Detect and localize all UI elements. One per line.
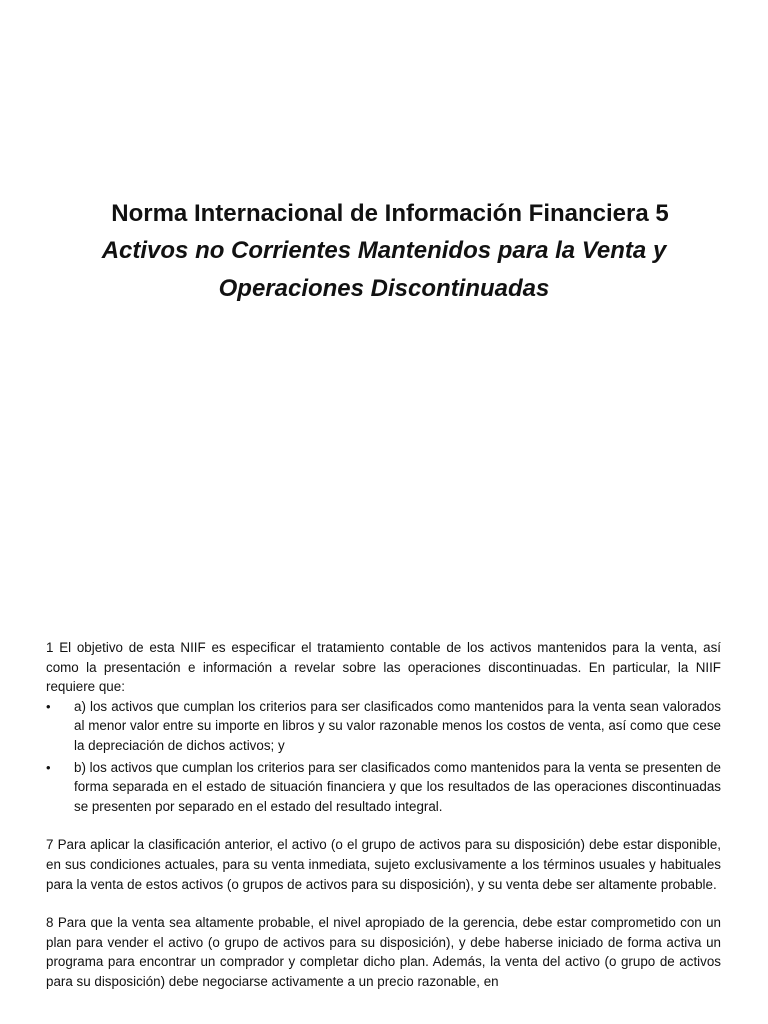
document-body (46, 638, 721, 992)
bullet-marker: • (46, 698, 51, 714)
title-block (40, 196, 728, 308)
document-title: Norma Internacional de Información Financiera 5 (111, 200, 669, 227)
paragraph-8: 8 Para que la venta sea altamente probable, el nivel apropiado de la gerencia, debe estar comprometido con un plan para vender el activo (o grupo de activos para su disposición), y debe haberse iniciado de forma activa un programa para encontrar un comprador y completar dicho plan. Además, la venta del activo (o grupo de activos para su disposición) debe negociarse activamente a un precio razonable, en (46, 915, 721, 989)
bullet-list (46, 697, 721, 817)
bullet-marker: • (46, 759, 51, 775)
document-subtitle-line-2: Operaciones Discontinuadas (218, 275, 550, 302)
paragraph-1: 1 El objetivo de esta NIIF es especificar el tratamiento contable de los activos mantenidos para la venta, así como la presentación e información a revelar sobre las operaciones discontinuadas. En particular, la NIIF requiere que: (46, 640, 721, 695)
paragraph-7: 7 Para aplicar la clasificación anterior, el activo (o el grupo de activos para su disposición) debe estar disponible, en sus condiciones actuales, para su venta inmediata, sujeto exclusivamente a los términos usuales y habituales para la venta de estos activos (o grupos de activos para su disposición), y su venta debe ser altamente probable. (46, 837, 721, 892)
paragraph-group-8 (46, 913, 721, 991)
paragraph-group-1 (46, 638, 721, 816)
bullet-text: a) los activos que cumplan los criterios para ser clasificados como mantenidos para la venta sean valorados al menor valor entre su importe en libros y su valor razonable menos los costos de venta, así como que cese la depreciación de dichos activos; y (74, 698, 721, 753)
bullet-item (46, 758, 721, 817)
bullet-text: b) los activos que cumplan los criterios para ser clasificados como mantenidos para la venta se presenten de forma separada en el estado de situación financiera y que los resultados de las operaciones discontinuadas se presenten por separado en el estado del resultado integral. (74, 759, 721, 814)
document-subtitle-line-1: Activos no Corrientes Mantenidos para la Venta y (101, 237, 667, 264)
paragraph-group-7 (46, 835, 721, 894)
bullet-item (46, 697, 721, 756)
